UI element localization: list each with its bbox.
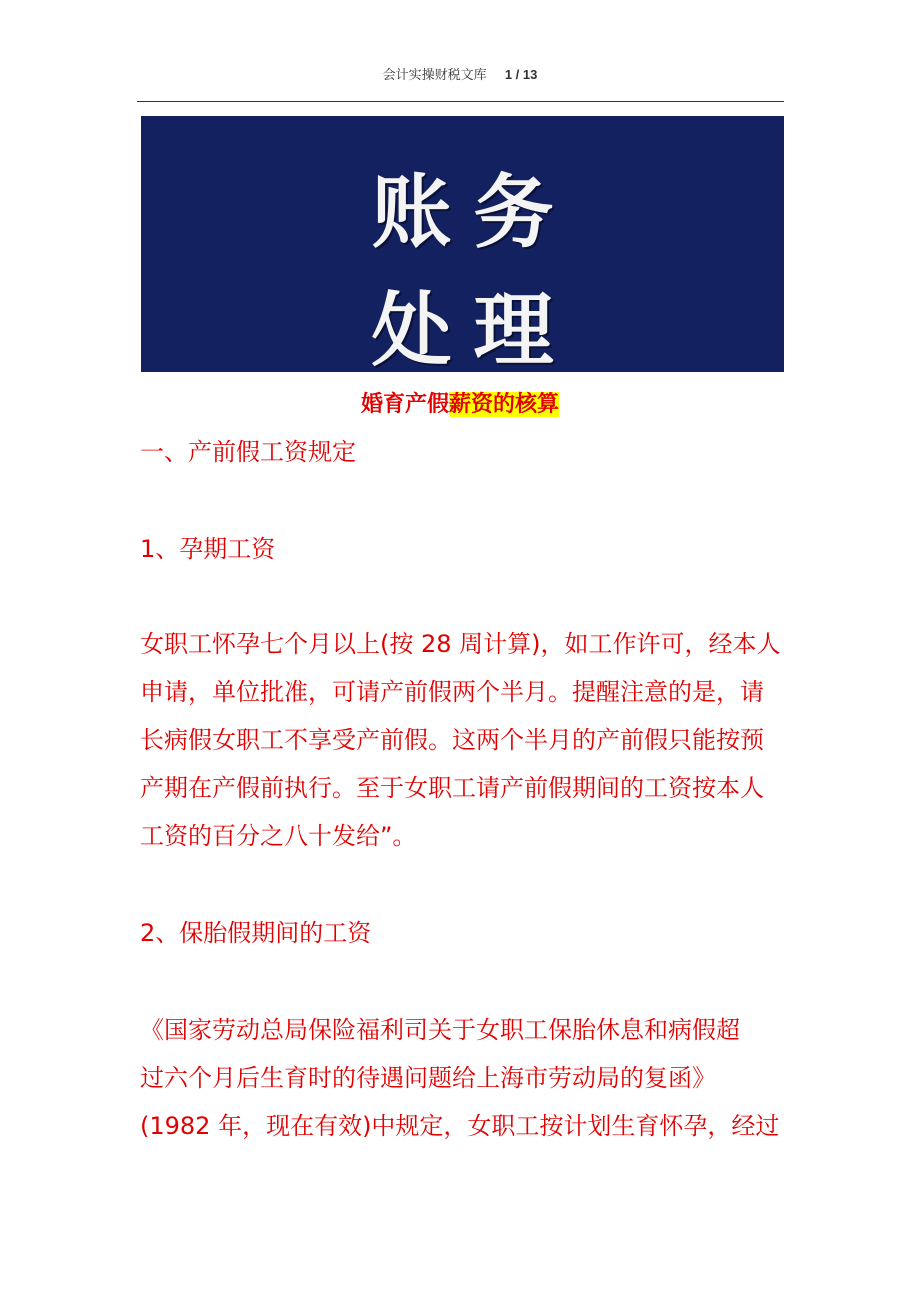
paragraph-2 <box>140 1006 779 1150</box>
banner-line-1: 账务 <box>371 165 576 259</box>
sub2-heading: 2、保胎假期间的工资 <box>140 919 372 947</box>
title-banner <box>141 116 784 377</box>
section1-heading: 一、产前假工资规定 <box>140 438 356 466</box>
paragraph-1-line: 产期在产假前执行。至于女职工请产前假期间的工资按本人 <box>140 774 764 802</box>
title-part-2-highlighted: 薪资的核算 <box>449 392 560 417</box>
paragraph-2-line: (1982 年，现在有效)中规定，女职工按计划生育怀孕，经过 <box>140 1112 780 1140</box>
sub1-heading: 1、孕期工资 <box>140 535 276 563</box>
page-header <box>0 64 920 83</box>
library-name: 会计实操财税文库 <box>382 68 487 83</box>
paragraph-1-line: 申请，单位批准，可请产前假两个半月。提醒注意的是，请 <box>140 678 764 706</box>
banner-line-2: 处理 <box>371 283 576 377</box>
document-title <box>0 388 920 422</box>
page-indicator: 1 / 13 <box>504 67 538 82</box>
paragraph-1-line: 工资的百分之八十发给”。 <box>140 822 417 850</box>
paragraph-1-line: 女职工怀孕七个月以上(按 28 周计算)，如工作许可，经本人 <box>140 630 781 658</box>
paragraph-1 <box>140 620 781 860</box>
title-part-1: 婚育产假 <box>360 392 449 417</box>
header-divider <box>137 101 784 102</box>
paragraph-2-line: 《国家劳动总局保险福利司关于女职工保胎休息和病假超 <box>140 1016 740 1044</box>
paragraph-1-line: 长病假女职工不享受产前假。这两个半月的产前假只能按预 <box>140 726 764 754</box>
paragraph-2-line: 过六个月后生育时的待遇问题给上海市劳动局的复函》 <box>140 1064 716 1092</box>
